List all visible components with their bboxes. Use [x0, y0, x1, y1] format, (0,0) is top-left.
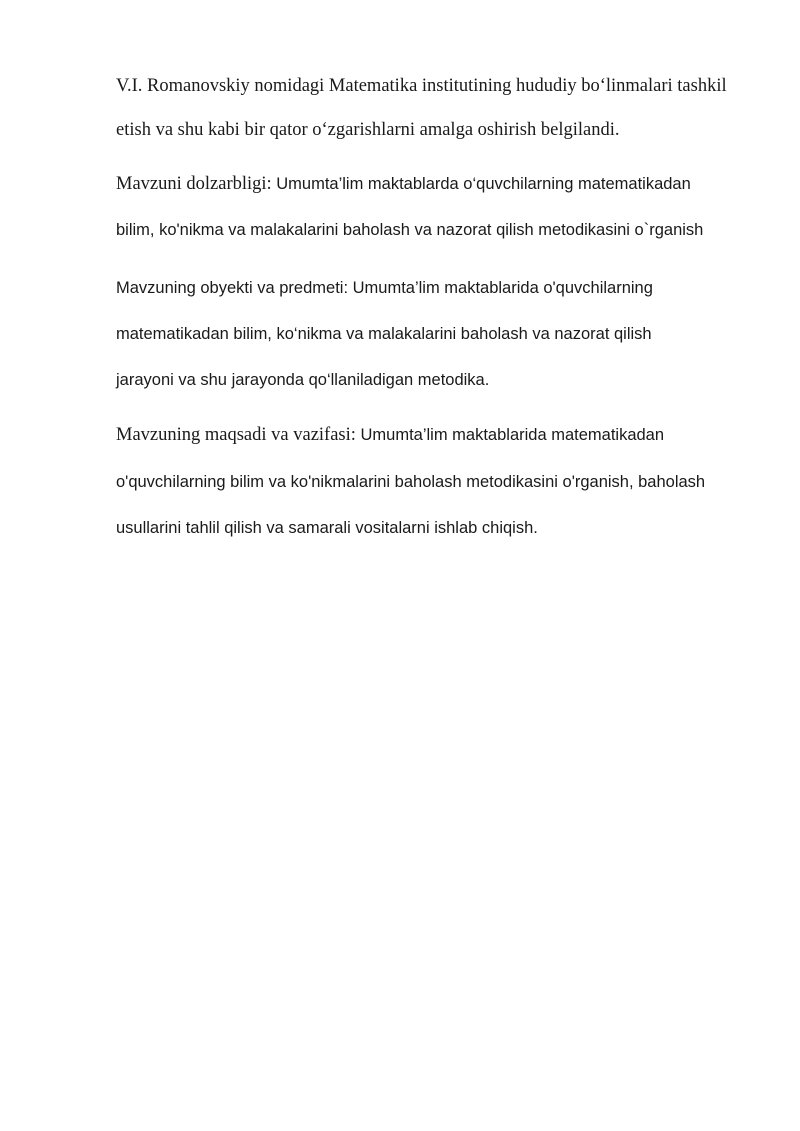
- paragraph-4-line-2: o'quvchilarning bilim va ko'nikmalarini baholash metodikasini o'rganish, baholash: [116, 473, 706, 491]
- paragraph-4-line-1-text: Umumta’lim maktablarida matematikadan: [355, 426, 665, 444]
- paragraph-3-line-3: jarayoni va shu jarayonda qo‘llaniladigan metodika.: [116, 371, 490, 389]
- paragraph-2-label: Mavzuni dolzarbligi:: [116, 174, 272, 194]
- paragraph-2-line-2: bilim, ko'nikma va malakalarini baholash va nazorat qilish metodikasini o`rganish: [116, 221, 704, 239]
- paragraph-2-line-1: [116, 174, 691, 195]
- paragraph-3-line-2: matematikadan bilim, ko‘nikma va malakalarini baholash va nazorat qilish: [116, 325, 652, 343]
- paragraph-3-line-1: Mavzuning obyekti va predmeti: Umumta’lim maktablarida o'quvchilarning: [116, 279, 653, 297]
- paragraph-4-line-3: usullarini tahlil qilish va samarali vositalarni ishlab chiqish.: [116, 519, 538, 537]
- paragraph-2-line-1-text: Umumta’lim maktablarda o‘quvchilarning matematikadan: [271, 175, 691, 193]
- paragraph-1-line-1: V.I. Romanovskiy nomidagi Matematika institutining hududiy bo‘linmalari tashkil: [116, 76, 727, 96]
- paragraph-4-line-1: [116, 425, 664, 446]
- paragraph-4-label: Mavzuning maqsadi va vazifasi:: [116, 425, 356, 445]
- paragraph-1-line-2: etish va shu kabi bir qator o‘zgarishlarni amalga oshirish belgilandi.: [116, 120, 620, 140]
